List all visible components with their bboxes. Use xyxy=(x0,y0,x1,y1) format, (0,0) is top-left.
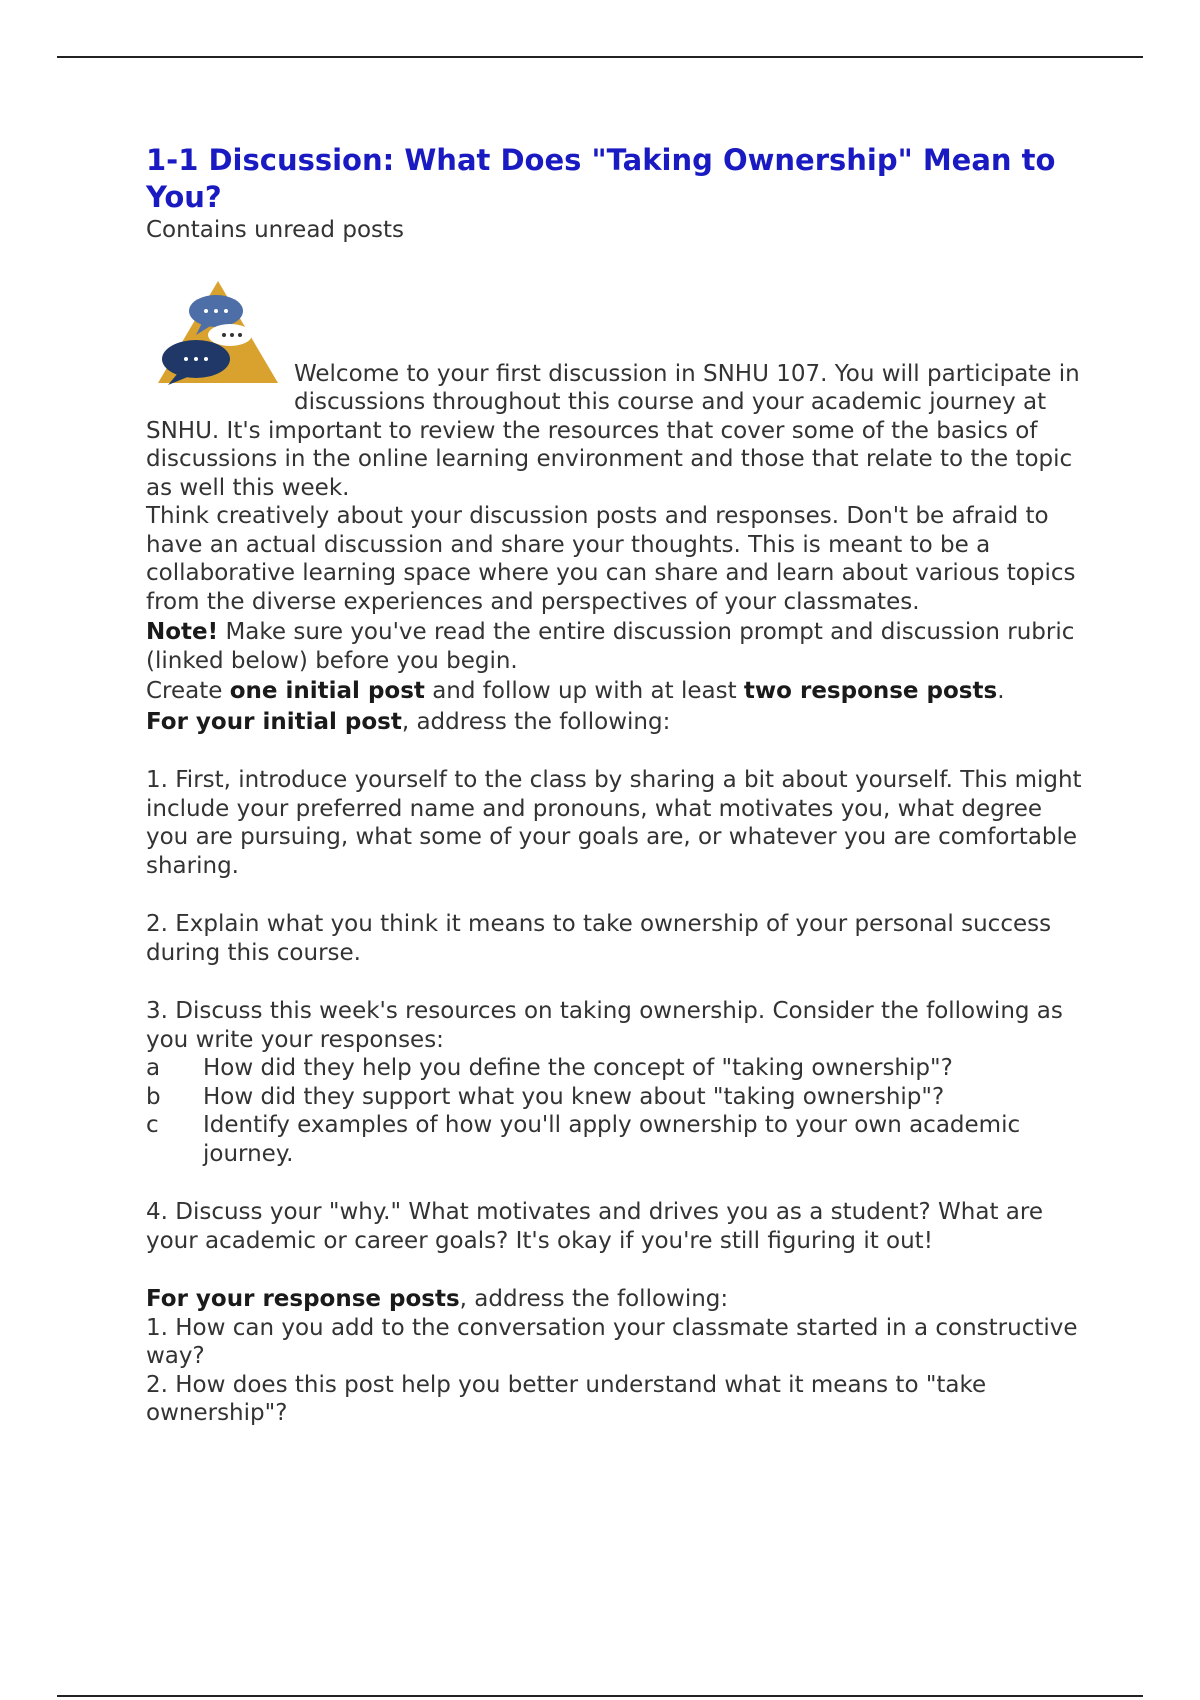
list-item: 2. How does this post help you better understand what it means to "take ownership"? xyxy=(146,1371,987,1426)
discussion-content xyxy=(146,142,1086,1428)
sub-list-item xyxy=(146,1111,1086,1168)
list-item: 4. Discuss your "why." What motivates and drives you as a student? What are your academic or career goals? It's okay if you're still figuring it out! xyxy=(146,1199,1043,1254)
create-text: and follow up with at least xyxy=(424,678,744,704)
unread-status: Contains unread posts xyxy=(146,217,404,243)
create-instructions xyxy=(146,677,1086,706)
response-posts-label: For your response posts xyxy=(146,1286,460,1312)
note-paragraph xyxy=(146,618,1086,675)
sub-list-item xyxy=(146,1054,1086,1083)
create-text: Create xyxy=(146,678,230,704)
list-item: 3. Discuss this week's resources on taking ownership. Consider the following as you write your responses: xyxy=(146,998,1063,1053)
create-text: . xyxy=(997,678,1005,704)
list-item: 2. Explain what you think it means to take ownership of your personal success during this course. xyxy=(146,911,1052,966)
list-item: 1. How can you add to the conversation your classmate started in a constructive way? xyxy=(146,1314,1078,1369)
bottom-rule xyxy=(57,1695,1143,1697)
note-label: Note! xyxy=(146,619,219,645)
creative-paragraph: Think creatively about your discussion posts and responses. Don't be afraid to have an actual discussion and share your thoughts. This is meant to be a collaborative learning space where you can share and learn about various topics from the diverse experiences and perspectives of your classmates. xyxy=(146,503,1076,615)
intro-section xyxy=(146,279,1086,503)
sub-item-text: How did they support what you knew about "taking ownership"? xyxy=(203,1083,945,1110)
sub-item-label: c xyxy=(146,1112,159,1138)
response-posts-heading xyxy=(146,1285,1086,1314)
response-posts-emphasis: two response posts xyxy=(743,678,998,704)
sub-item-text: Identify examples of how you'll apply ownership to your own academic journey. xyxy=(203,1112,1021,1167)
initial-post-label: For your initial post xyxy=(146,708,402,735)
page-title[interactable]: 1-1 Discussion: What Does "Taking Ownership" Mean to You? xyxy=(146,143,1056,214)
list-item: 1. First, introduce yourself to the class by sharing a bit about yourself. This might include your preferred name and pronouns, what motivates you, what degree you are pursuing, what some of your goals are, or whatever you are comfortable sharing. xyxy=(146,767,1082,879)
note-text: Make sure you've read the entire discussion prompt and discussion rubric (linked below) before you begin. xyxy=(146,619,1075,674)
initial-post-heading xyxy=(146,708,1086,737)
initial-post-emphasis: one initial post xyxy=(229,678,425,704)
top-rule xyxy=(57,56,1143,58)
sub-item-text: How did they help you define the concept of "taking ownership"? xyxy=(203,1055,953,1081)
sub-list-item xyxy=(146,1083,1086,1112)
sub-item-label: a xyxy=(146,1055,161,1081)
intro-paragraph: Welcome to your first discussion in SNHU 107. You will participate in discussions throughout this course and your academic journey at SNHU. It's important to review the resources that cover some of the basics of discussions in the online learning environment and those that relate to the topic as well this week. xyxy=(146,360,1080,501)
sub-item-label: b xyxy=(146,1083,161,1110)
response-posts-suffix: , address the following: xyxy=(459,1286,729,1312)
discussion-bubbles-icon xyxy=(154,279,282,389)
initial-post-suffix: , address the following: xyxy=(401,708,671,735)
